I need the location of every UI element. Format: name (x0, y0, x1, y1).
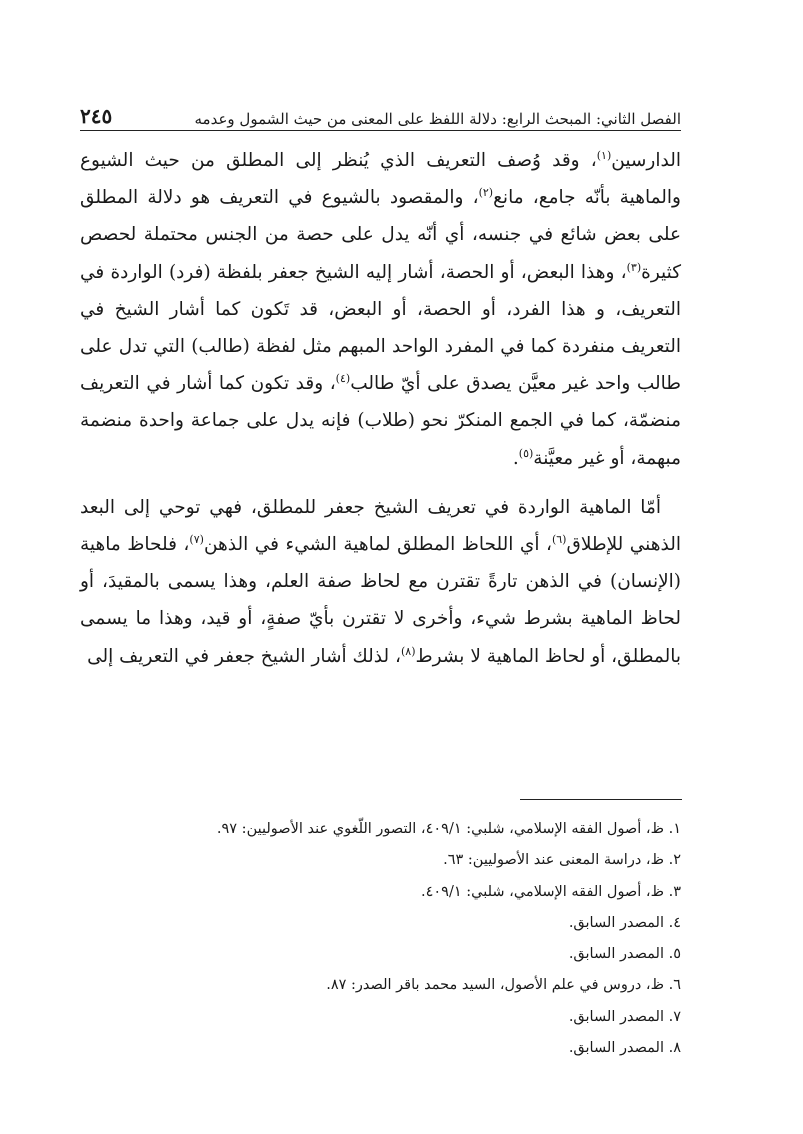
footnote-5: ٥. المصدر السابق. (568, 946, 681, 963)
footnote-1: ١. ظ، أصول الفقه الإسلامي، شلبي: ٤٠٩/١، التصور اللّغوي عند الأصوليين: ٩٧. (216, 821, 681, 837)
paragraph-1 (80, 142, 681, 477)
footnote-3: ٣. ظ، أصول الفقه الإسلامي، شلبي: ٤٠٩/١. (421, 883, 681, 900)
text-run: ، فلحاظ ماهية (الإنسان) في الذهن تارةً تقترن مع لحاظ صفة العلم، وهذا يسمى بالمقيدَ، أو لحاظ الماهية بشرط شيء، وأخرى لا تقترن بأيّ صفةٍ، أو قيد، وهذا ما يسمى بالمطلق، أو لحاظ الماهية لا بشرط (80, 534, 681, 667)
text-run: ، وهذا البعض، أو الحصة، أشار إليه الشيخ جعفر بلفظة (فرد) الواردة في التعريف، و هذا الفرد، أو الحصة، أو البعض، قد تَكون كما أشار الشيخ في التعريف منفردة كما في المفرد الواحد المبهم مثل لفظة (طالب) التي تدل على طالب واحد غير معيَّن يصدق على أيّ طالب (80, 261, 682, 395)
text-run: الدارسين (611, 150, 681, 171)
footnote-separator (520, 799, 682, 800)
paragraph-2 (80, 489, 681, 675)
footnote-6: ٦. ظ، دروس في علم الأصول، السيد محمد باقر الصدر: ٨٧. (326, 977, 681, 994)
footnotes (120, 814, 681, 1064)
footnote-ref-4: (٤) (335, 372, 351, 386)
text-run: ، لذلك أشار الشيخ جعفر في التعريف إلى (87, 645, 401, 667)
text-run: ، وقد وُصف التعريف الذي يُنظر إلى المطلق من حيث الشيوع والماهية بأنّه جامع، مانع (80, 150, 681, 209)
footnote-4: ٤. المصدر السابق. (568, 914, 681, 931)
text-run: ، أي اللحاظ المطلق لماهية الشيء في الذهن (203, 534, 552, 556)
text-run: . (512, 447, 519, 469)
page-number: ٢٤٥ (80, 104, 113, 128)
running-header (80, 94, 681, 128)
footnote-8: ٨. المصدر السابق. (568, 1040, 681, 1057)
footnote-2: ٢. ظ، دراسة المعنى عند الأصوليين: ٦٣. (443, 852, 681, 869)
chapter-title: الفصل الثاني: المبحث الرابع: دلالة اللفظ على المعنى من حيث الشمول وعدمه (194, 110, 681, 128)
footnote-ref-1: (١) (596, 148, 612, 162)
footnote-ref-7: (٧) (189, 532, 204, 546)
footnote-ref-3: (٣) (626, 260, 642, 274)
footnote-ref-8: (٨) (400, 644, 416, 658)
text-run: ، والمقصود بالشيوع في التعريف هو دلالة المطلق على بعض شائع في جنسه، أي أنّه يدل على حصة من الجنس محتملة لحصص كثيرة (80, 187, 681, 283)
footnote-7: ٧. المصدر السابق. (568, 1008, 681, 1025)
text-run: ، وقد تكون كما أشار في التعريف منضمّة، كما في الجمع المنكرّ نحو (طلاب) فإنه يدل على جماعة واحدة منضمة مبهمة، أو غير معيَّنة (80, 373, 681, 469)
footnote-ref-2: (٢) (478, 186, 494, 200)
header-rule (80, 130, 681, 131)
footnote-ref-6: (٦) (551, 532, 567, 546)
text-run: أمّا الماهية الواردة في تعريف الشيخ جعفر للمطلق، فهي توحي إلى البعد الذهني للإطلاق (80, 496, 681, 556)
body-text (80, 142, 681, 675)
footnote-ref-5: (٥) (518, 446, 534, 460)
